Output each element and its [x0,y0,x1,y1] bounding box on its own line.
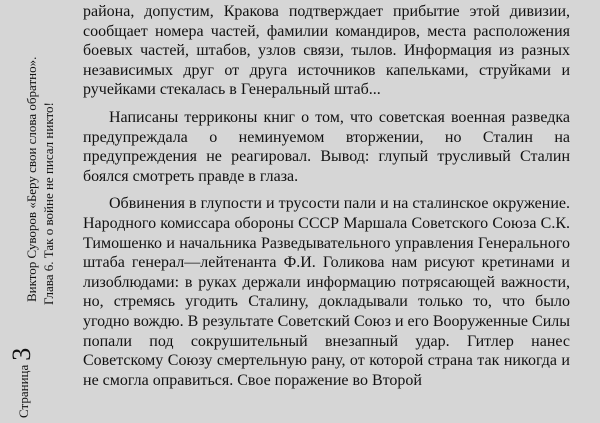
page-number: 3 [7,347,36,361]
page-sidebar [0,0,62,423]
page-label: Страница [16,364,31,418]
book-title: Виктор Суворов «Беру свои слова обратно». [24,56,39,302]
paragraph-continued: района, допустим, Кракова подтверждает прибытие этой дивизии, сообщает номера частей, фамилии командиров, места расположения боевых частей, штабов, узлов связи, тылов. Информация из разных независимых друг от друга источников капельками, струйками и ручейками стекалась в Генеральный штаб... [83,3,570,99]
page-indicator [7,347,36,418]
paragraph: Обвинения в глупости и трусости пали и на сталинское окружение. Народного комиссара обороны СССР Маршала Советского Союза С.К. Тимошенко и начальника Разведывательного управления Генерального штаба генерал—лейтенанта Ф.И. Голикова нам рисуют кретинами и лизоблюдами: в руках держали информацию потрясающей важности, но, стремясь угодить Сталину, докладывали только то, что было угодно вождю. В результате Советский Союз и его Вооруженные Силы попали под сокрушительный внезапный удар. Гитлер нанес Советскому Союзу смертельную рану, от которой страна так никогда и не смогла оправиться. Свое поражение во Второй [83,195,570,389]
chapter-title: Глава 6. Так о войне не писал никто! [41,102,56,305]
paragraph: Написаны терриконы книг о том, что советская военная разведка предупреждала о неминуемом вторжении, но Сталин на предупреждения не реагировал. Вывод: глупый трусливый Сталин боялся смотреть правде в глаза. [83,108,570,185]
body-text [83,2,570,390]
